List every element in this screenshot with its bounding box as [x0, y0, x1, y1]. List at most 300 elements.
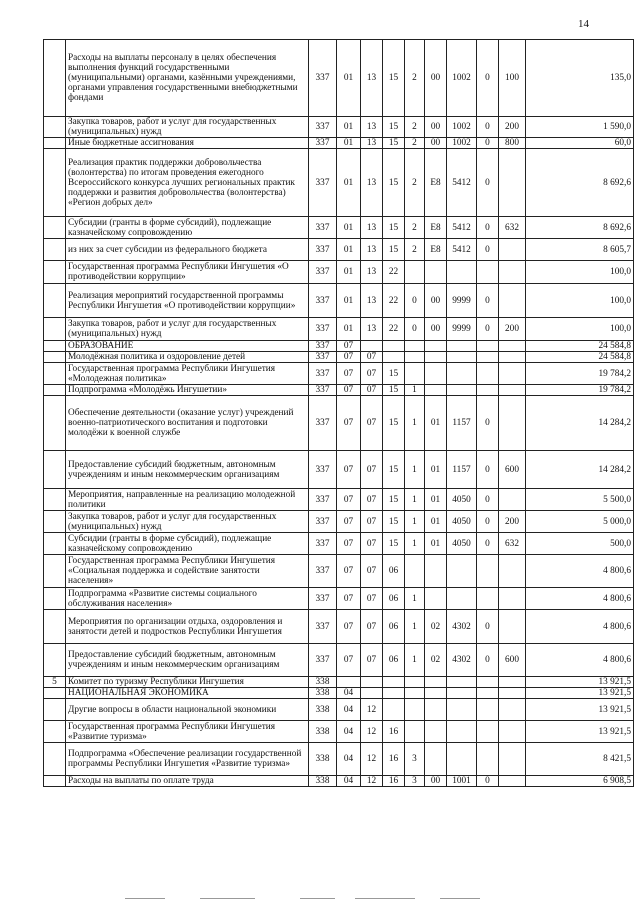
cell-c1 — [383, 677, 405, 688]
cell-rz: 01 — [337, 261, 361, 284]
cell-c1: 06 — [383, 588, 405, 610]
cell-c4 — [447, 261, 477, 284]
cell-c5: 0 — [477, 533, 499, 555]
cell-c5 — [477, 588, 499, 610]
cell-c2: 2 — [405, 40, 425, 117]
cell-idx — [44, 138, 66, 149]
cell-sum: 4 800,6 — [526, 610, 634, 644]
cell-rz: 07 — [337, 644, 361, 677]
cell-name: Расходы на выплаты по оплате труда — [66, 776, 309, 787]
cell-name: Расходы на выплаты персоналу в целях обеспечения выполнения функций государственными (муниципальными) органами, казёнными учреждениями, органами управления государственными внебюджетными фондами — [66, 40, 309, 117]
cell-name: НАЦИОНАЛЬНАЯ ЭКОНОМИКА — [66, 688, 309, 699]
cell-grbs: 337 — [309, 511, 337, 533]
table-row — [44, 261, 634, 284]
cell-idx: 5 — [44, 677, 66, 688]
cell-vr: 600 — [499, 644, 526, 677]
cell-name: Закупка товаров, работ и услуг для государственных (муниципальных) нужд — [66, 511, 309, 533]
cell-c4: 1002 — [447, 138, 477, 149]
cell-rz: 07 — [337, 352, 361, 363]
cell-grbs: 338 — [309, 677, 337, 688]
cell-grbs: 337 — [309, 385, 337, 396]
cell-c3 — [425, 363, 447, 385]
cell-c1: 06 — [383, 610, 405, 644]
cell-sum: 6 908,5 — [526, 776, 634, 787]
cell-c2: 2 — [405, 217, 425, 239]
cell-name: Государственная программа Республики Ингушетия «Развитие туризма» — [66, 721, 309, 743]
cell-sum: 14 284,2 — [526, 396, 634, 451]
cell-idx — [44, 610, 66, 644]
cell-grbs: 337 — [309, 489, 337, 511]
cell-name: Государственная программа Республики Ингушетия «Социальная поддержка и содействие занятости населения» — [66, 555, 309, 588]
cell-pr: 07 — [361, 588, 383, 610]
cell-idx — [44, 149, 66, 217]
cell-pr: 13 — [361, 117, 383, 138]
table-row — [44, 776, 634, 787]
cell-c4 — [447, 555, 477, 588]
cell-vr — [499, 352, 526, 363]
cell-c4: 1157 — [447, 451, 477, 489]
cell-grbs: 338 — [309, 743, 337, 776]
table-row — [44, 721, 634, 743]
cell-sum: 5 000,0 — [526, 511, 634, 533]
cell-c5 — [477, 688, 499, 699]
cell-rz: 01 — [337, 149, 361, 217]
budget-table — [43, 39, 634, 787]
cell-c1: 15 — [383, 385, 405, 396]
cell-c2: 1 — [405, 489, 425, 511]
cell-name: Подпрограмма «Молодёжь Ингушетии» — [66, 385, 309, 396]
cell-pr: 12 — [361, 743, 383, 776]
cell-c4: 9999 — [447, 284, 477, 318]
cell-vr — [499, 610, 526, 644]
cell-idx — [44, 555, 66, 588]
table-row — [44, 511, 634, 533]
cell-grbs: 337 — [309, 117, 337, 138]
cell-name: ОБРАЗОВАНИЕ — [66, 341, 309, 352]
cell-pr: 07 — [361, 451, 383, 489]
cell-vr — [499, 688, 526, 699]
cell-rz: 01 — [337, 318, 361, 341]
cell-sum: 135,0 — [526, 40, 634, 117]
table-row — [44, 318, 634, 341]
cell-c5: 0 — [477, 489, 499, 511]
cell-c1: 15 — [383, 217, 405, 239]
cell-pr: 07 — [361, 352, 383, 363]
cell-c4 — [447, 721, 477, 743]
cell-sum: 13 921,5 — [526, 699, 634, 721]
cell-pr: 12 — [361, 776, 383, 787]
cell-c3: 02 — [425, 644, 447, 677]
cell-c4: 9999 — [447, 318, 477, 341]
cell-c4: 1157 — [447, 396, 477, 451]
cell-pr: 13 — [361, 138, 383, 149]
cell-c1: 15 — [383, 396, 405, 451]
cell-pr — [361, 688, 383, 699]
cell-idx — [44, 385, 66, 396]
cell-sum: 14 284,2 — [526, 451, 634, 489]
cell-c2 — [405, 261, 425, 284]
cell-idx — [44, 489, 66, 511]
table-row — [44, 396, 634, 451]
cell-vr — [499, 363, 526, 385]
cell-vr — [499, 588, 526, 610]
table-row — [44, 644, 634, 677]
cell-grbs: 337 — [309, 588, 337, 610]
cell-c2 — [405, 352, 425, 363]
cell-idx — [44, 688, 66, 699]
cell-c1: 16 — [383, 776, 405, 787]
cell-pr: 13 — [361, 318, 383, 341]
cell-c5: 0 — [477, 284, 499, 318]
cell-c3: 01 — [425, 396, 447, 451]
cell-c2: 2 — [405, 149, 425, 217]
cell-pr — [361, 677, 383, 688]
cell-rz: 07 — [337, 555, 361, 588]
cell-c3 — [425, 352, 447, 363]
cell-sum: 500,0 — [526, 533, 634, 555]
cell-vr: 100 — [499, 40, 526, 117]
cell-name: Подпрограмма «Обеспечение реализации государственной программы Республики Ингушетия «Развитие туризма» — [66, 743, 309, 776]
cell-c5: 0 — [477, 610, 499, 644]
cell-c3: 00 — [425, 117, 447, 138]
cell-sum: 8 605,7 — [526, 239, 634, 261]
cell-c1 — [383, 699, 405, 721]
table-row — [44, 385, 634, 396]
table-row — [44, 489, 634, 511]
table-row — [44, 555, 634, 588]
cell-c2: 1 — [405, 533, 425, 555]
cell-pr: 07 — [361, 385, 383, 396]
cell-c1: 15 — [383, 149, 405, 217]
cell-rz: 07 — [337, 610, 361, 644]
cell-name: Предоставление субсидий бюджетным, автономным учреждениям и иным некоммерческим организациям — [66, 644, 309, 677]
cell-grbs: 337 — [309, 239, 337, 261]
table-row — [44, 149, 634, 217]
cell-c3: 00 — [425, 138, 447, 149]
cell-c3 — [425, 341, 447, 352]
cell-c2: 3 — [405, 743, 425, 776]
cell-name: Мероприятия, направленные на реализацию молодежной политики — [66, 489, 309, 511]
cell-c1: 06 — [383, 644, 405, 677]
table-row — [44, 138, 634, 149]
cell-c3: 01 — [425, 533, 447, 555]
cell-c3: E8 — [425, 217, 447, 239]
cell-idx — [44, 261, 66, 284]
table-row — [44, 699, 634, 721]
cell-c1: 15 — [383, 489, 405, 511]
cell-pr: 13 — [361, 239, 383, 261]
cell-grbs: 338 — [309, 688, 337, 699]
cell-vr: 632 — [499, 217, 526, 239]
cell-c3 — [425, 688, 447, 699]
cell-idx — [44, 743, 66, 776]
cell-c4 — [447, 743, 477, 776]
cell-c3: 00 — [425, 40, 447, 117]
cell-idx — [44, 284, 66, 318]
cell-name: Закупка товаров, работ и услуг для государственных (муниципальных) нужд — [66, 117, 309, 138]
cell-vr: 632 — [499, 533, 526, 555]
cell-c3 — [425, 555, 447, 588]
cell-c2 — [405, 555, 425, 588]
table-row — [44, 533, 634, 555]
cell-pr: 07 — [361, 533, 383, 555]
cell-c5 — [477, 341, 499, 352]
cell-vr — [499, 149, 526, 217]
cell-rz: 01 — [337, 239, 361, 261]
cell-c4 — [447, 385, 477, 396]
cell-c5 — [477, 743, 499, 776]
cell-c1: 15 — [383, 40, 405, 117]
cell-grbs: 338 — [309, 721, 337, 743]
cell-c3 — [425, 261, 447, 284]
cell-c4: 1002 — [447, 40, 477, 117]
cell-c1: 15 — [383, 138, 405, 149]
cell-rz: 07 — [337, 451, 361, 489]
cell-pr: 12 — [361, 699, 383, 721]
cell-c4 — [447, 588, 477, 610]
cell-name: Реализация практик поддержки добровольчества (волонтерства) по итогам проведения ежегодного Всероссийского конкурса лучших региональных практик поддержки и развития добровольчества (волонтерства) «Регион добрых дел» — [66, 149, 309, 217]
cell-name: Государственная программа Республики Ингушетия «О противодействии коррупции» — [66, 261, 309, 284]
cell-c3: 01 — [425, 489, 447, 511]
cell-c4: 1002 — [447, 117, 477, 138]
cell-name: Закупка товаров, работ и услуг для государственных (муниципальных) нужд — [66, 318, 309, 341]
cell-rz: 07 — [337, 396, 361, 451]
cell-c5: 0 — [477, 117, 499, 138]
cell-vr — [499, 396, 526, 451]
cell-pr — [361, 341, 383, 352]
cell-idx — [44, 352, 66, 363]
cell-sum: 5 500,0 — [526, 489, 634, 511]
table-row — [44, 677, 634, 688]
cell-c4: 5412 — [447, 149, 477, 217]
cell-c2: 2 — [405, 239, 425, 261]
cell-rz: 07 — [337, 385, 361, 396]
cell-rz: 04 — [337, 743, 361, 776]
cell-c2: 1 — [405, 511, 425, 533]
cell-name: Молодёжная политика и оздоровление детей — [66, 352, 309, 363]
cell-rz: 07 — [337, 489, 361, 511]
cell-sum: 8 692,6 — [526, 217, 634, 239]
cell-c5: 0 — [477, 217, 499, 239]
cell-idx — [44, 217, 66, 239]
cell-idx — [44, 533, 66, 555]
cell-grbs: 337 — [309, 451, 337, 489]
cell-idx — [44, 644, 66, 677]
cell-c2 — [405, 341, 425, 352]
cell-c1: 15 — [383, 451, 405, 489]
cell-rz: 07 — [337, 511, 361, 533]
cell-c3: E8 — [425, 239, 447, 261]
cell-sum: 8 421,5 — [526, 743, 634, 776]
cell-vr: 200 — [499, 318, 526, 341]
cell-c2: 1 — [405, 396, 425, 451]
cell-c5 — [477, 677, 499, 688]
cell-c2: 1 — [405, 610, 425, 644]
cell-c2 — [405, 363, 425, 385]
cell-rz — [337, 677, 361, 688]
cell-c3 — [425, 588, 447, 610]
cell-vr: 800 — [499, 138, 526, 149]
cell-c1: 22 — [383, 284, 405, 318]
cell-pr: 07 — [361, 396, 383, 451]
cell-vr — [499, 341, 526, 352]
cell-sum: 100,0 — [526, 261, 634, 284]
cell-c1: 15 — [383, 239, 405, 261]
cell-c3: 01 — [425, 511, 447, 533]
cell-pr: 07 — [361, 644, 383, 677]
cell-name: Иные бюджетные ассигнования — [66, 138, 309, 149]
cell-pr: 07 — [361, 489, 383, 511]
cell-pr: 07 — [361, 363, 383, 385]
cell-c5 — [477, 555, 499, 588]
cell-name: Подпрограмма «Развитие системы социального обслуживания населения» — [66, 588, 309, 610]
scan-bottom-edge — [0, 895, 640, 905]
cell-c5 — [477, 363, 499, 385]
cell-rz: 04 — [337, 699, 361, 721]
cell-rz: 07 — [337, 533, 361, 555]
cell-idx — [44, 318, 66, 341]
cell-idx — [44, 776, 66, 787]
cell-idx — [44, 396, 66, 451]
table-row — [44, 363, 634, 385]
cell-name: Государственная программа Республики Ингушетия «Молодежная политика» — [66, 363, 309, 385]
cell-rz: 01 — [337, 284, 361, 318]
cell-c3 — [425, 721, 447, 743]
cell-c1: 16 — [383, 743, 405, 776]
cell-sum: 24 584,8 — [526, 352, 634, 363]
cell-rz: 01 — [337, 138, 361, 149]
cell-c5: 0 — [477, 776, 499, 787]
cell-c4: 4050 — [447, 511, 477, 533]
cell-vr — [499, 776, 526, 787]
cell-c2: 0 — [405, 284, 425, 318]
cell-c4: 4302 — [447, 644, 477, 677]
cell-c2 — [405, 699, 425, 721]
cell-c2: 0 — [405, 318, 425, 341]
cell-rz: 07 — [337, 363, 361, 385]
cell-idx — [44, 40, 66, 117]
cell-rz: 01 — [337, 117, 361, 138]
cell-c4 — [447, 352, 477, 363]
cell-c5: 0 — [477, 511, 499, 533]
cell-name: Комитет по туризму Республики Ингушетия — [66, 677, 309, 688]
cell-grbs: 337 — [309, 363, 337, 385]
cell-c3: 02 — [425, 610, 447, 644]
cell-c2: 3 — [405, 776, 425, 787]
cell-c3 — [425, 743, 447, 776]
cell-name: Обеспечение деятельности (оказание услуг) учреждений военно-патриотического воспитания и подготовки молодёжи к военной службе — [66, 396, 309, 451]
cell-sum: 19 784,2 — [526, 385, 634, 396]
cell-pr: 13 — [361, 217, 383, 239]
cell-c5: 0 — [477, 149, 499, 217]
cell-grbs: 337 — [309, 138, 337, 149]
cell-name: Субсидии (гранты в форме субсидий), подлежащие казначейскому сопровождению — [66, 533, 309, 555]
cell-idx — [44, 451, 66, 489]
cell-idx — [44, 363, 66, 385]
cell-vr: 200 — [499, 117, 526, 138]
cell-sum: 24 584,8 — [526, 341, 634, 352]
cell-vr — [499, 385, 526, 396]
cell-c4 — [447, 688, 477, 699]
table-row — [44, 610, 634, 644]
cell-c3: 00 — [425, 318, 447, 341]
cell-c5 — [477, 261, 499, 284]
cell-c2: 1 — [405, 385, 425, 396]
table-row — [44, 117, 634, 138]
cell-grbs: 337 — [309, 40, 337, 117]
cell-pr: 13 — [361, 149, 383, 217]
cell-c1: 22 — [383, 261, 405, 284]
cell-name: Мероприятия по организации отдыха, оздоровления и занятости детей и подростков Республики Ингушетия — [66, 610, 309, 644]
cell-idx — [44, 721, 66, 743]
cell-c3: 01 — [425, 451, 447, 489]
cell-grbs: 337 — [309, 318, 337, 341]
cell-c3 — [425, 385, 447, 396]
cell-c2: 1 — [405, 644, 425, 677]
cell-sum: 4 800,6 — [526, 644, 634, 677]
page-number: 14 — [578, 18, 589, 30]
cell-grbs: 338 — [309, 699, 337, 721]
cell-c4: 4302 — [447, 610, 477, 644]
cell-c2 — [405, 677, 425, 688]
cell-c2 — [405, 688, 425, 699]
cell-idx — [44, 699, 66, 721]
cell-sum: 13 921,5 — [526, 721, 634, 743]
cell-grbs: 337 — [309, 284, 337, 318]
cell-c2 — [405, 721, 425, 743]
cell-grbs: 337 — [309, 644, 337, 677]
cell-c3 — [425, 699, 447, 721]
cell-vr — [499, 261, 526, 284]
cell-pr: 07 — [361, 610, 383, 644]
cell-c5: 0 — [477, 451, 499, 489]
cell-c4: 5412 — [447, 239, 477, 261]
cell-pr: 12 — [361, 721, 383, 743]
cell-pr: 07 — [361, 511, 383, 533]
cell-sum: 100,0 — [526, 318, 634, 341]
table-row — [44, 352, 634, 363]
cell-c2: 1 — [405, 451, 425, 489]
cell-c2: 2 — [405, 117, 425, 138]
cell-sum: 19 784,2 — [526, 363, 634, 385]
cell-c3 — [425, 677, 447, 688]
cell-grbs: 337 — [309, 555, 337, 588]
table-row — [44, 239, 634, 261]
cell-idx — [44, 239, 66, 261]
cell-sum: 4 800,6 — [526, 555, 634, 588]
cell-name: Предоставление субсидий бюджетным, автономным учреждениям и иным некоммерческим организациям — [66, 451, 309, 489]
cell-c4: 4050 — [447, 533, 477, 555]
cell-grbs: 337 — [309, 149, 337, 217]
cell-c1 — [383, 688, 405, 699]
cell-rz: 04 — [337, 688, 361, 699]
cell-c5: 0 — [477, 40, 499, 117]
cell-vr — [499, 743, 526, 776]
cell-grbs: 337 — [309, 610, 337, 644]
table-row — [44, 217, 634, 239]
cell-pr: 13 — [361, 40, 383, 117]
cell-c5 — [477, 699, 499, 721]
cell-c1: 15 — [383, 511, 405, 533]
cell-grbs: 337 — [309, 352, 337, 363]
cell-rz: 04 — [337, 776, 361, 787]
cell-c1 — [383, 341, 405, 352]
cell-c5: 0 — [477, 239, 499, 261]
cell-sum: 4 800,6 — [526, 588, 634, 610]
table-row — [44, 451, 634, 489]
cell-sum: 100,0 — [526, 284, 634, 318]
cell-c1 — [383, 352, 405, 363]
